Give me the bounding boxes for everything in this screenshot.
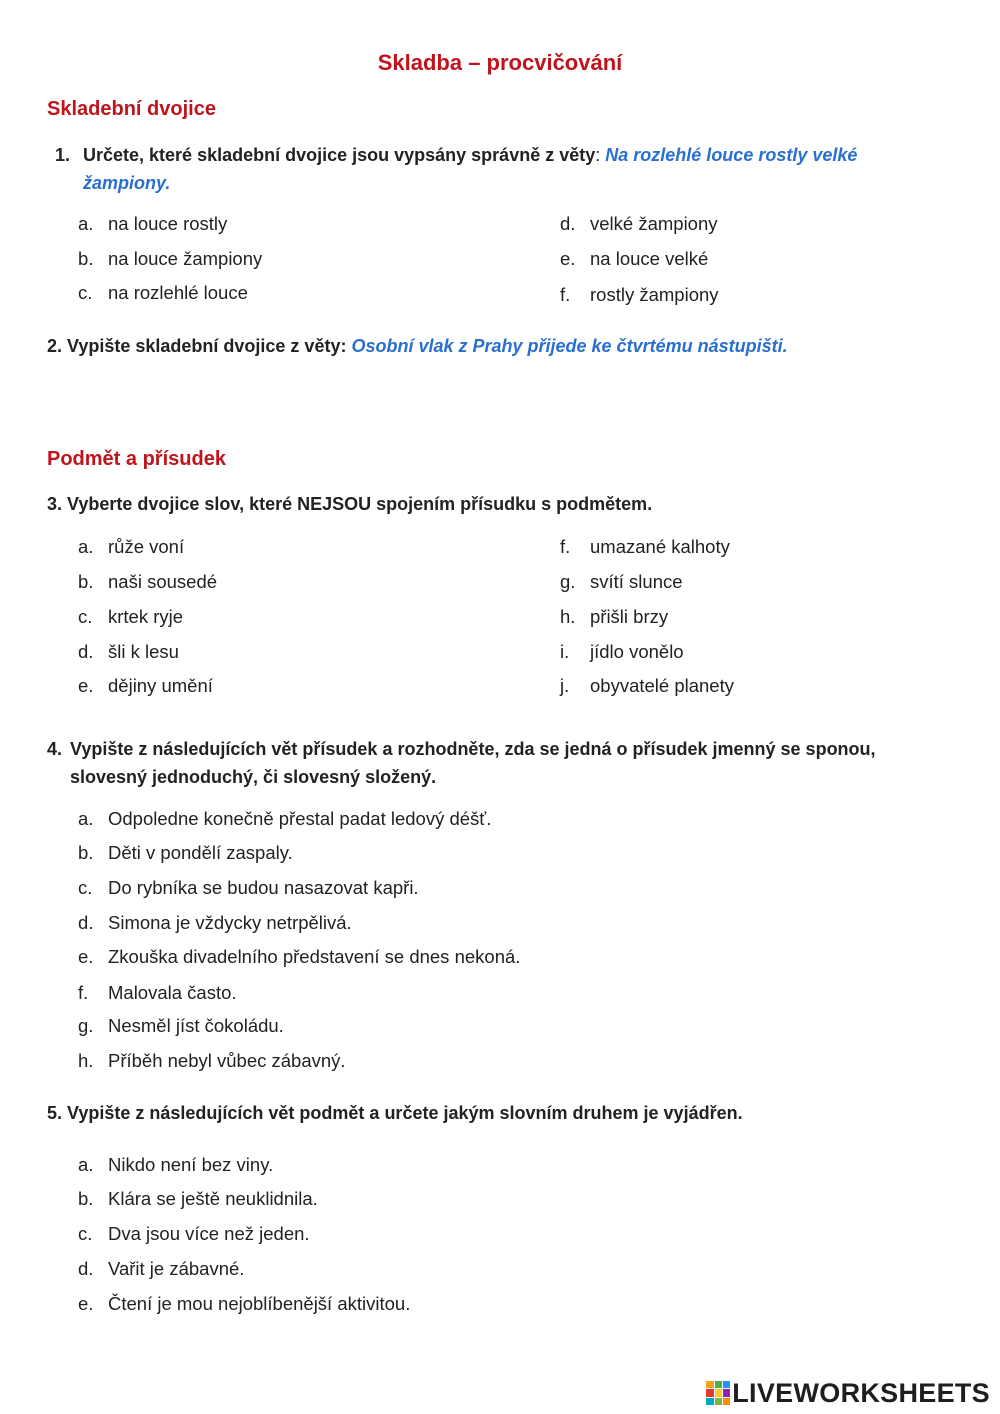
question-1-number: 1. [55, 145, 71, 165]
q3-option: e. dějiny umění [78, 675, 213, 696]
question-4-line1: Vypište z následujících vět přísudek a rozhodněte, zda se jedná o přísudek jmenný se sponou, [70, 739, 876, 759]
q5-option: a. Nikdo není bez viny. [78, 1154, 274, 1175]
q3-option: c. krtek ryje [78, 606, 184, 627]
q5-option: e. Čtení je mou nejoblíbenější aktivitou. [78, 1293, 411, 1314]
liveworksheets-logo [706, 1376, 990, 1410]
question-1-sentence-part1: Na rozlehlé louce rostly velké [605, 145, 858, 165]
q1-option: c. na rozlehlé louce [78, 282, 248, 303]
q3-option: i. jídlo vonělo [560, 641, 684, 662]
question-4-number: 4. [47, 739, 63, 759]
question-5: 5. Vypište z následujících vět podmět a určete jakým slovním druhem je vyjádřen. [47, 1103, 743, 1123]
q4-option: a. Odpoledne konečně přestal padat ledový déšť. [78, 808, 492, 829]
question-1 [55, 141, 975, 197]
question-4-line2: slovesný jednoduchý, či slovesný složený. [70, 767, 437, 787]
q1-option: f. rostly žampiony [560, 284, 719, 305]
q4-option: b. Děti v pondělí zaspaly. [78, 842, 293, 863]
q3-option: d. šli k lesu [78, 641, 179, 662]
q3-option: g. svítí slunce [560, 571, 683, 592]
question-1-text: Určete, které skladební dvojice jsou vypsány správně z věty [83, 145, 596, 165]
section-heading-subject-predicate: Podmět a přísudek [47, 448, 226, 470]
question-2-sentence: Osobní vlak z Prahy přijede ke čtvrtému nástupišti. [351, 336, 788, 356]
q3-option: j. obyvatelé planety [560, 675, 734, 696]
q1-option: d. velké žampiony [560, 213, 718, 234]
question-2 [47, 332, 788, 360]
question-3: 3. Vyberte dvojice slov, které NEJSOU spojením přísudku s podmětem. [47, 494, 653, 514]
question-4 [47, 735, 987, 791]
q3-option: a. růže voní [78, 536, 185, 557]
q5-option: b. Klára se ještě neuklidnila. [78, 1188, 318, 1209]
q1-option: e. na louce velké [560, 248, 709, 269]
q3-option: b. naši sousedé [78, 571, 218, 592]
q5-option: d. Vařit je zábavné. [78, 1258, 245, 1279]
q4-option: e. Zkouška divadelního představení se dnes nekoná. [78, 946, 521, 967]
q4-option: h. Příběh nebyl vůbec zábavný. [78, 1050, 346, 1071]
logo-text: LIVEWORKSHEETS [732, 1377, 990, 1408]
q5-option: c. Dva jsou více než jeden. [78, 1223, 310, 1244]
section-heading-syntactic-pairs: Skladební dvojice [47, 98, 216, 120]
question-1-sentence-part2: žampiony. [83, 173, 171, 193]
q4-option: f. Malovala často. [78, 982, 237, 1003]
q4-option: d. Simona je vždycky netrpělivá. [78, 912, 352, 933]
q4-option: c. Do rybníka se budou nasazovat kapři. [78, 877, 419, 898]
question-2-text: 2. Vypište skladební dvojice z věty: [47, 336, 352, 356]
q1-option: b. na louce žampiony [78, 248, 263, 269]
q4-option: g. Nesměl jíst čokoládu. [78, 1015, 284, 1036]
question-1-colon: : [595, 145, 601, 165]
logo-grid-icon [706, 1381, 730, 1405]
q3-option: f. umazané kalhoty [560, 536, 730, 557]
q3-option: h. přišli brzy [560, 606, 669, 627]
page-title: Skladba – procvičování [377, 50, 623, 75]
q1-option: a. na louce rostly [78, 213, 228, 234]
